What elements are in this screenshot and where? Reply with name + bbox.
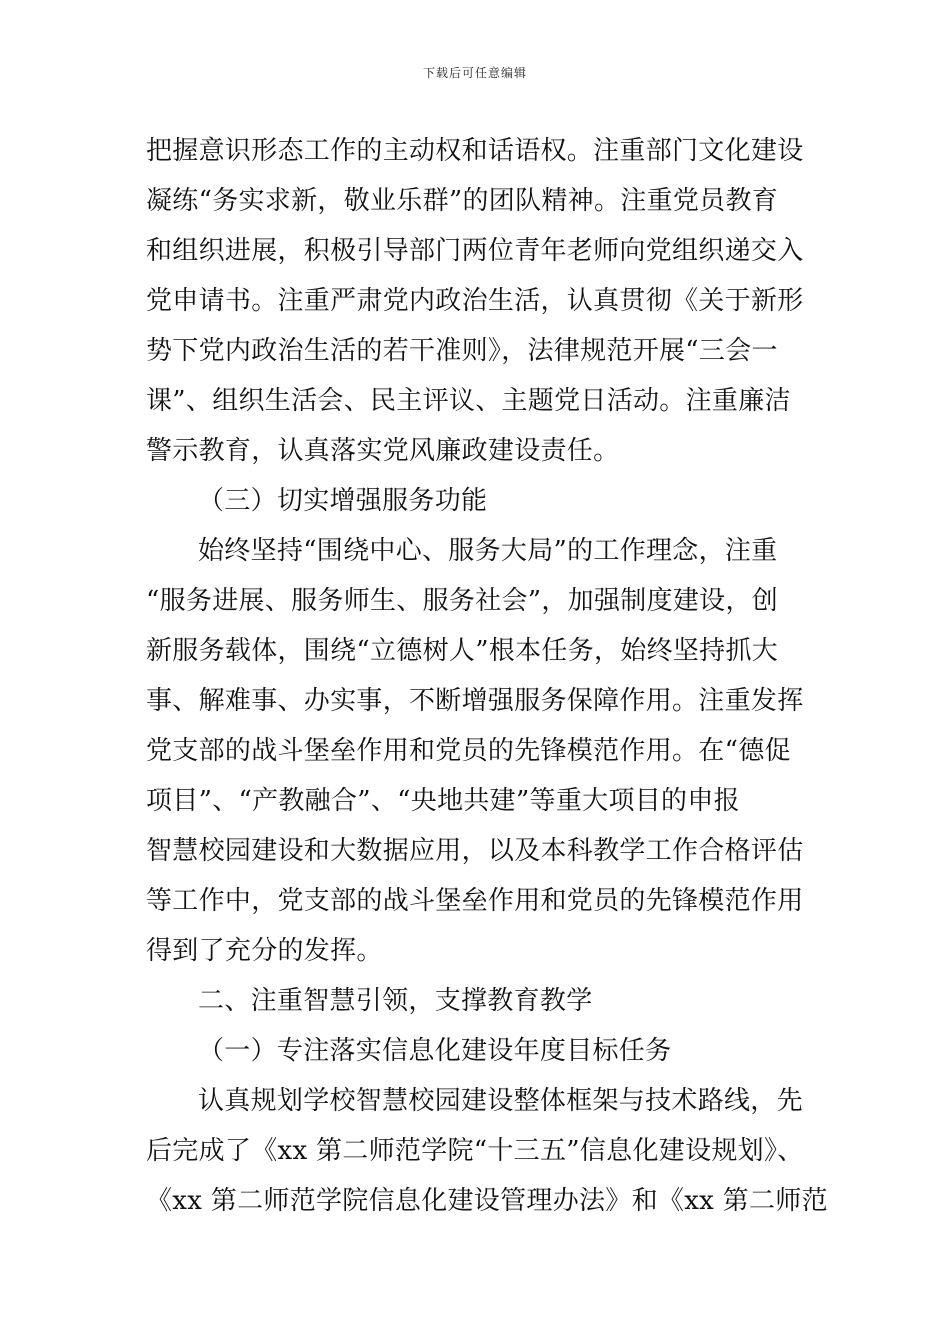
text-line: 党申请书。注重严肃党内政治生活，认真贯彻《关于新形: [146, 286, 804, 316]
text-line: 课”、组织生活会、民主评议、主题党日活动。注重廉洁: [146, 386, 791, 416]
text-line: 得到了充分的发挥。: [146, 936, 383, 966]
text-line: 和组织进展，积极引导部门两位青年老师向党组织递交入: [146, 236, 804, 266]
document-body: [146, 126, 828, 1226]
text-line: 项目”、“产教融合”、“央地共建”等重大项目的申报: [146, 786, 740, 816]
text-line: 等工作中，党支部的战斗堡垒作用和党员的先锋模范作用: [146, 886, 804, 916]
text-line: “服务进展、服务师生、服务社会”，加强制度建设，创: [146, 586, 779, 616]
text-line: 事、解难事、办实事，不断增强服务保障作用。注重发挥: [146, 686, 804, 716]
text-line: 党支部的战斗堡垒作用和党员的先锋模范作用。在“德促: [146, 736, 791, 766]
text-line: 《xx 第二师范学院信息化建设管理办法》和《xx 第二师范: [146, 1186, 828, 1216]
text-line: 新服务载体，围绕“立德树人”根本任务，始终坚持抓大: [146, 636, 779, 666]
text-line: 后完成了《xx 第二师范学院“十三五”信息化建设规划》、: [146, 1136, 804, 1166]
text-line: 智慧校园建设和大数据应用，以及本科教学工作合格评估: [146, 836, 804, 866]
text-line: 警示教育，认真落实党风廉政建设责任。: [146, 436, 620, 466]
section-heading: （三）切实增强服务功能: [198, 486, 488, 516]
text-line: 始终坚持“围绕中心、服务大局”的工作理念，注重: [198, 536, 778, 566]
text-line: 势下党内政治生活的若干准则》，法律规范开展“三会一: [146, 336, 778, 366]
section-heading: 二、注重智慧引领，支撑教育教学: [198, 986, 593, 1016]
header-note: 下载后可任意编辑: [422, 66, 527, 80]
text-line: 把握意识形态工作的主动权和话语权。注重部门文化建设: [146, 136, 804, 166]
text-line: 认真规划学校智慧校园建设整体框架与技术路线，先: [198, 1086, 803, 1116]
section-heading: （一）专注落实信息化建设年度目标任务: [198, 1036, 672, 1066]
text-line: 凝练“务实求新，敬业乐群”的团队精神。注重党员教育: [146, 186, 779, 216]
